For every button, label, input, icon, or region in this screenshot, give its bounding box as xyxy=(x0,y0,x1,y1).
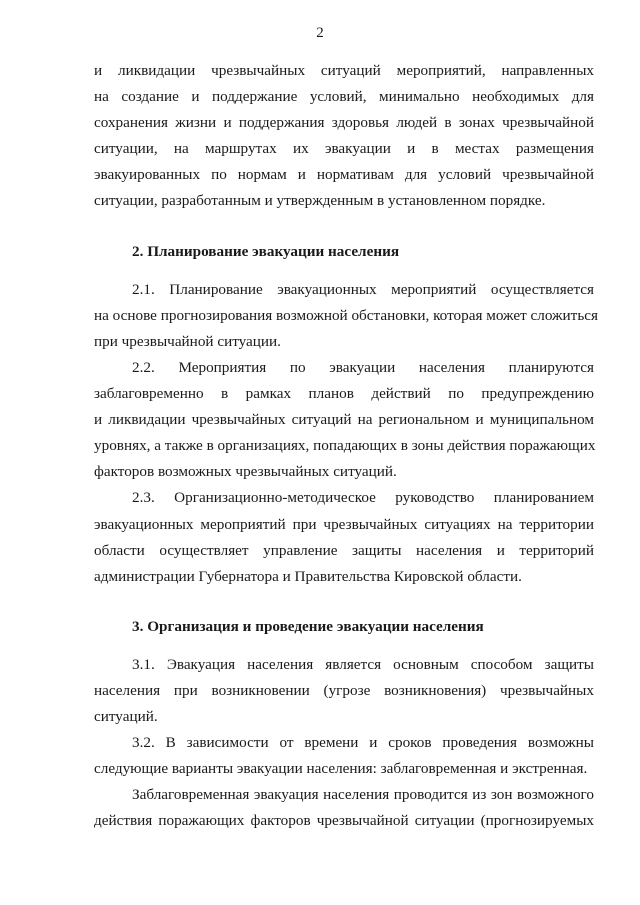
text-line: сохранения жизни и поддержания здоровья людей в зонах чрезвычайной xyxy=(94,114,594,132)
section-heading: 3. Организация и проведение эвакуации населения xyxy=(132,617,484,635)
text-line: населения при возникновении (угрозе возникновения) чрезвычайных xyxy=(94,681,594,699)
document-body xyxy=(94,58,598,835)
text-line: эвакуированных по нормам и нормативам для условий чрезвычайной xyxy=(94,166,594,184)
paragraph-2-1 xyxy=(94,277,598,355)
text-line: факторов возможных чрезвычайных ситуаций. xyxy=(94,463,397,481)
text-line: заблаговременно в рамках планов действий по предупреждению xyxy=(94,385,594,403)
text-line: при чрезвычайной ситуации. xyxy=(94,332,281,350)
text-line: и ликвидации чрезвычайных ситуаций мероприятий, направленных xyxy=(94,62,594,79)
paragraph-3-2 xyxy=(94,730,594,782)
paragraph-2-2 xyxy=(94,355,594,485)
paragraph-2-3 xyxy=(94,485,594,589)
text-line: 2.2. Мероприятия по эвакуации населения планируются xyxy=(132,358,594,376)
text-line: 3.1. Эвакуация населения является основным способом защиты xyxy=(132,655,594,673)
text-line: ситуации, разработанным и утвержденным в установленном порядке. xyxy=(94,192,546,210)
text-line: ситуации, на маршрутах их эвакуации и в местах размещения xyxy=(94,140,594,158)
page-number: 2 xyxy=(316,25,324,41)
text-line: и ликвидации чрезвычайных ситуаций на региональном и муниципальном xyxy=(94,411,594,429)
intro-paragraph xyxy=(94,58,594,215)
text-line: на основе прогнозирования возможной обстановки, которая может сложиться xyxy=(94,306,598,324)
section-heading: 2. Планирование эвакуации населения xyxy=(132,242,400,260)
text-line: действия поражающих факторов чрезвычайной ситуации (прогнозируемых xyxy=(94,812,594,830)
paragraph-3-3 xyxy=(94,782,594,834)
text-line: следующие варианты эвакуации населения: заблаговременная и экстренная. xyxy=(94,760,588,778)
text-line: уровнях, а также в организациях, попадающих в зоны действия поражающих xyxy=(94,437,596,455)
text-line: 2.3. Организационно-методическое руководство планированием xyxy=(132,489,594,507)
text-line: ситуаций. xyxy=(94,708,158,726)
text-line: на создание и поддержание условий, минимально необходимых для xyxy=(94,88,594,106)
text-line: Заблаговременная эвакуация населения проводится из зон возможного xyxy=(132,786,594,804)
text-line: области осуществляет управление защиты населения и территорий xyxy=(94,541,594,559)
text-line: 2.1. Планирование эвакуационных мероприятий осуществляется xyxy=(132,280,594,298)
text-line: администрации Губернатора и Правительства Кировской области. xyxy=(94,567,522,585)
paragraph-3-1 xyxy=(94,652,594,730)
text-line: 3.2. В зависимости от времени и сроков проведения возможны xyxy=(132,734,594,752)
text-line: эвакуационных мероприятий при чрезвычайных ситуациях на территории xyxy=(94,515,594,533)
